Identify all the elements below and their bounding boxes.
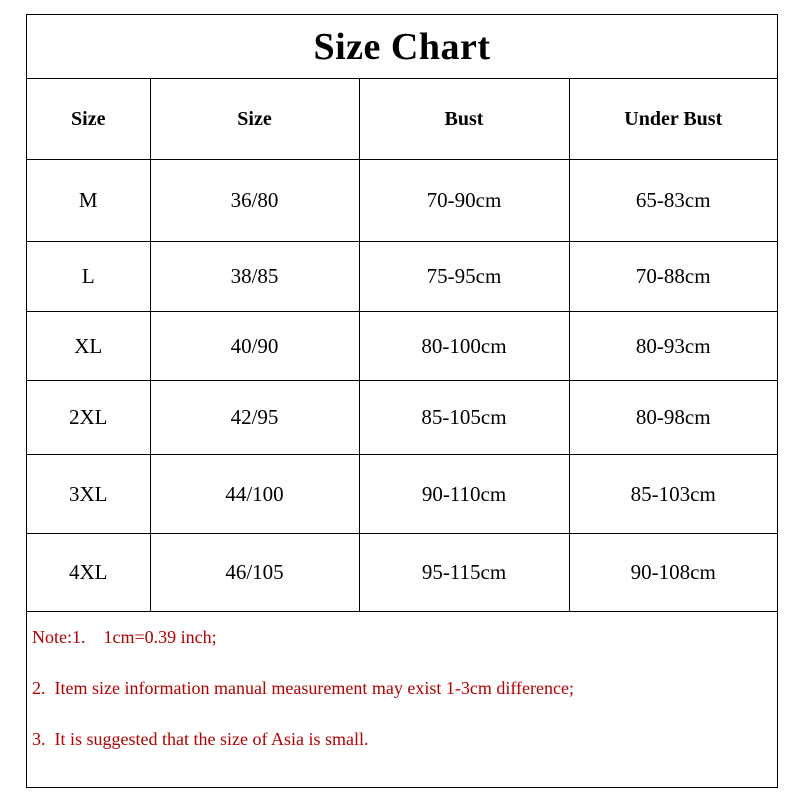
size-table (27, 79, 777, 612)
table-row (27, 455, 777, 534)
cell-size: 3XL (27, 455, 150, 534)
cell-under-bust: 70-88cm (569, 242, 777, 312)
header-size-letter: Size (27, 79, 150, 160)
cell-bust: 75-95cm (359, 242, 569, 312)
cell-size-number: 38/85 (150, 242, 359, 312)
table-row (27, 160, 777, 242)
cell-bust: 90-110cm (359, 455, 569, 534)
header-size-number: Size (150, 79, 359, 160)
cell-size: 4XL (27, 534, 150, 612)
cell-size: 2XL (27, 381, 150, 455)
cell-size-number: 42/95 (150, 381, 359, 455)
cell-under-bust: 80-98cm (569, 381, 777, 455)
cell-bust: 95-115cm (359, 534, 569, 612)
header-bust: Bust (359, 79, 569, 160)
note-line: 2. Item size information manual measurement may exist 1-3cm difference; (32, 678, 574, 698)
cell-size: L (27, 242, 150, 312)
cell-size-number: 46/105 (150, 534, 359, 612)
cell-bust: 85-105cm (359, 381, 569, 455)
cell-under-bust: 65-83cm (569, 160, 777, 242)
cell-under-bust: 85-103cm (569, 455, 777, 534)
cell-bust: 80-100cm (359, 312, 569, 381)
cell-size: XL (27, 312, 150, 381)
table-row (27, 381, 777, 455)
cell-size-number: 36/80 (150, 160, 359, 242)
note-line: 3. It is suggested that the size of Asia is small. (32, 729, 369, 749)
cell-bust: 70-90cm (359, 160, 569, 242)
table-header-row (27, 79, 777, 160)
cell-size: M (27, 160, 150, 242)
title-bar (27, 15, 777, 79)
cell-size-number: 40/90 (150, 312, 359, 381)
note-line: Note:1. 1cm=0.39 inch; (32, 627, 217, 647)
cell-under-bust: 80-93cm (569, 312, 777, 381)
table-row (27, 534, 777, 612)
table-row (27, 312, 777, 381)
chart-title: Size Chart (313, 25, 491, 68)
header-under-bust: Under Bust (569, 79, 777, 160)
size-chart-frame (26, 14, 778, 788)
cell-size-number: 44/100 (150, 455, 359, 534)
cell-under-bust: 90-108cm (569, 534, 777, 612)
table-row (27, 242, 777, 312)
notes-section (27, 612, 777, 765)
